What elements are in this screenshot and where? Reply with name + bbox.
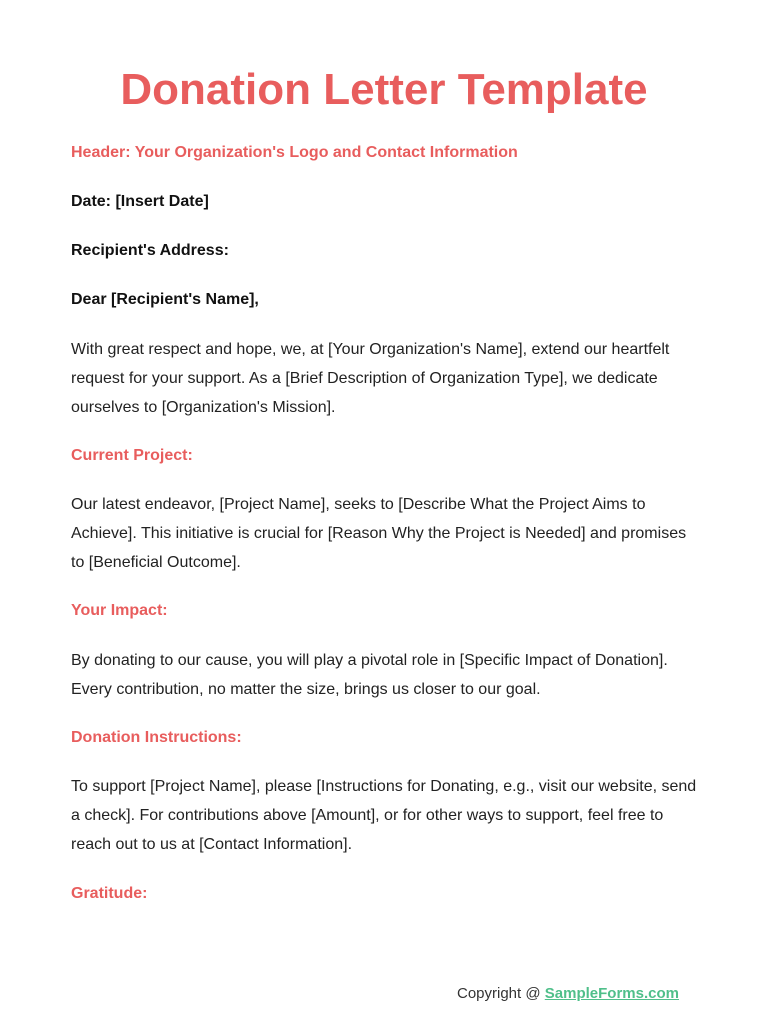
current-project-body: Our latest endeavor, [Project Name], seeks to [Describe What the Project Aims to Achieve]. This initiative is crucial for [Reason Why the Project is Needed] and promises to [Beneficial Outcome].	[71, 496, 687, 571]
recipient-address: Recipient's Address:	[71, 242, 229, 259]
current-project-heading: Current Project:	[71, 447, 193, 464]
header-line: Header: Your Organization's Logo and Contact Information	[71, 144, 518, 161]
gratitude-heading: Gratitude:	[71, 885, 148, 902]
copyright-footer	[457, 985, 679, 1002]
copyright-text: Copyright @	[457, 985, 545, 1002]
instructions-heading: Donation Instructions:	[71, 729, 242, 746]
impact-heading: Your Impact:	[71, 602, 168, 619]
impact-body: By donating to our cause, you will play a pivotal role in [Specific Impact of Donation]. Every contribution, no matter the size, brings us closer to our goal.	[71, 652, 668, 698]
instructions-body: To support [Project Name], please [Instructions for Donating, e.g., visit our website, send a check]. For contributions above [Amount], or for other ways to support, feel free to reach out to us at [Contact Information].	[71, 778, 697, 853]
date-line: Date: [Insert Date]	[71, 193, 209, 210]
sampleforms-link[interactable]: SampleForms.com	[544, 985, 679, 1002]
intro-paragraph: With great respect and hope, we, at [Your Organization's Name], extend our heartfelt request for your support. As a [Brief Description of Organization Type], we dedicate ourselves to [Organization's Mission].	[71, 341, 670, 416]
page-title: Donation Letter Template	[120, 65, 648, 114]
salutation: Dear [Recipient's Name],	[71, 291, 259, 308]
